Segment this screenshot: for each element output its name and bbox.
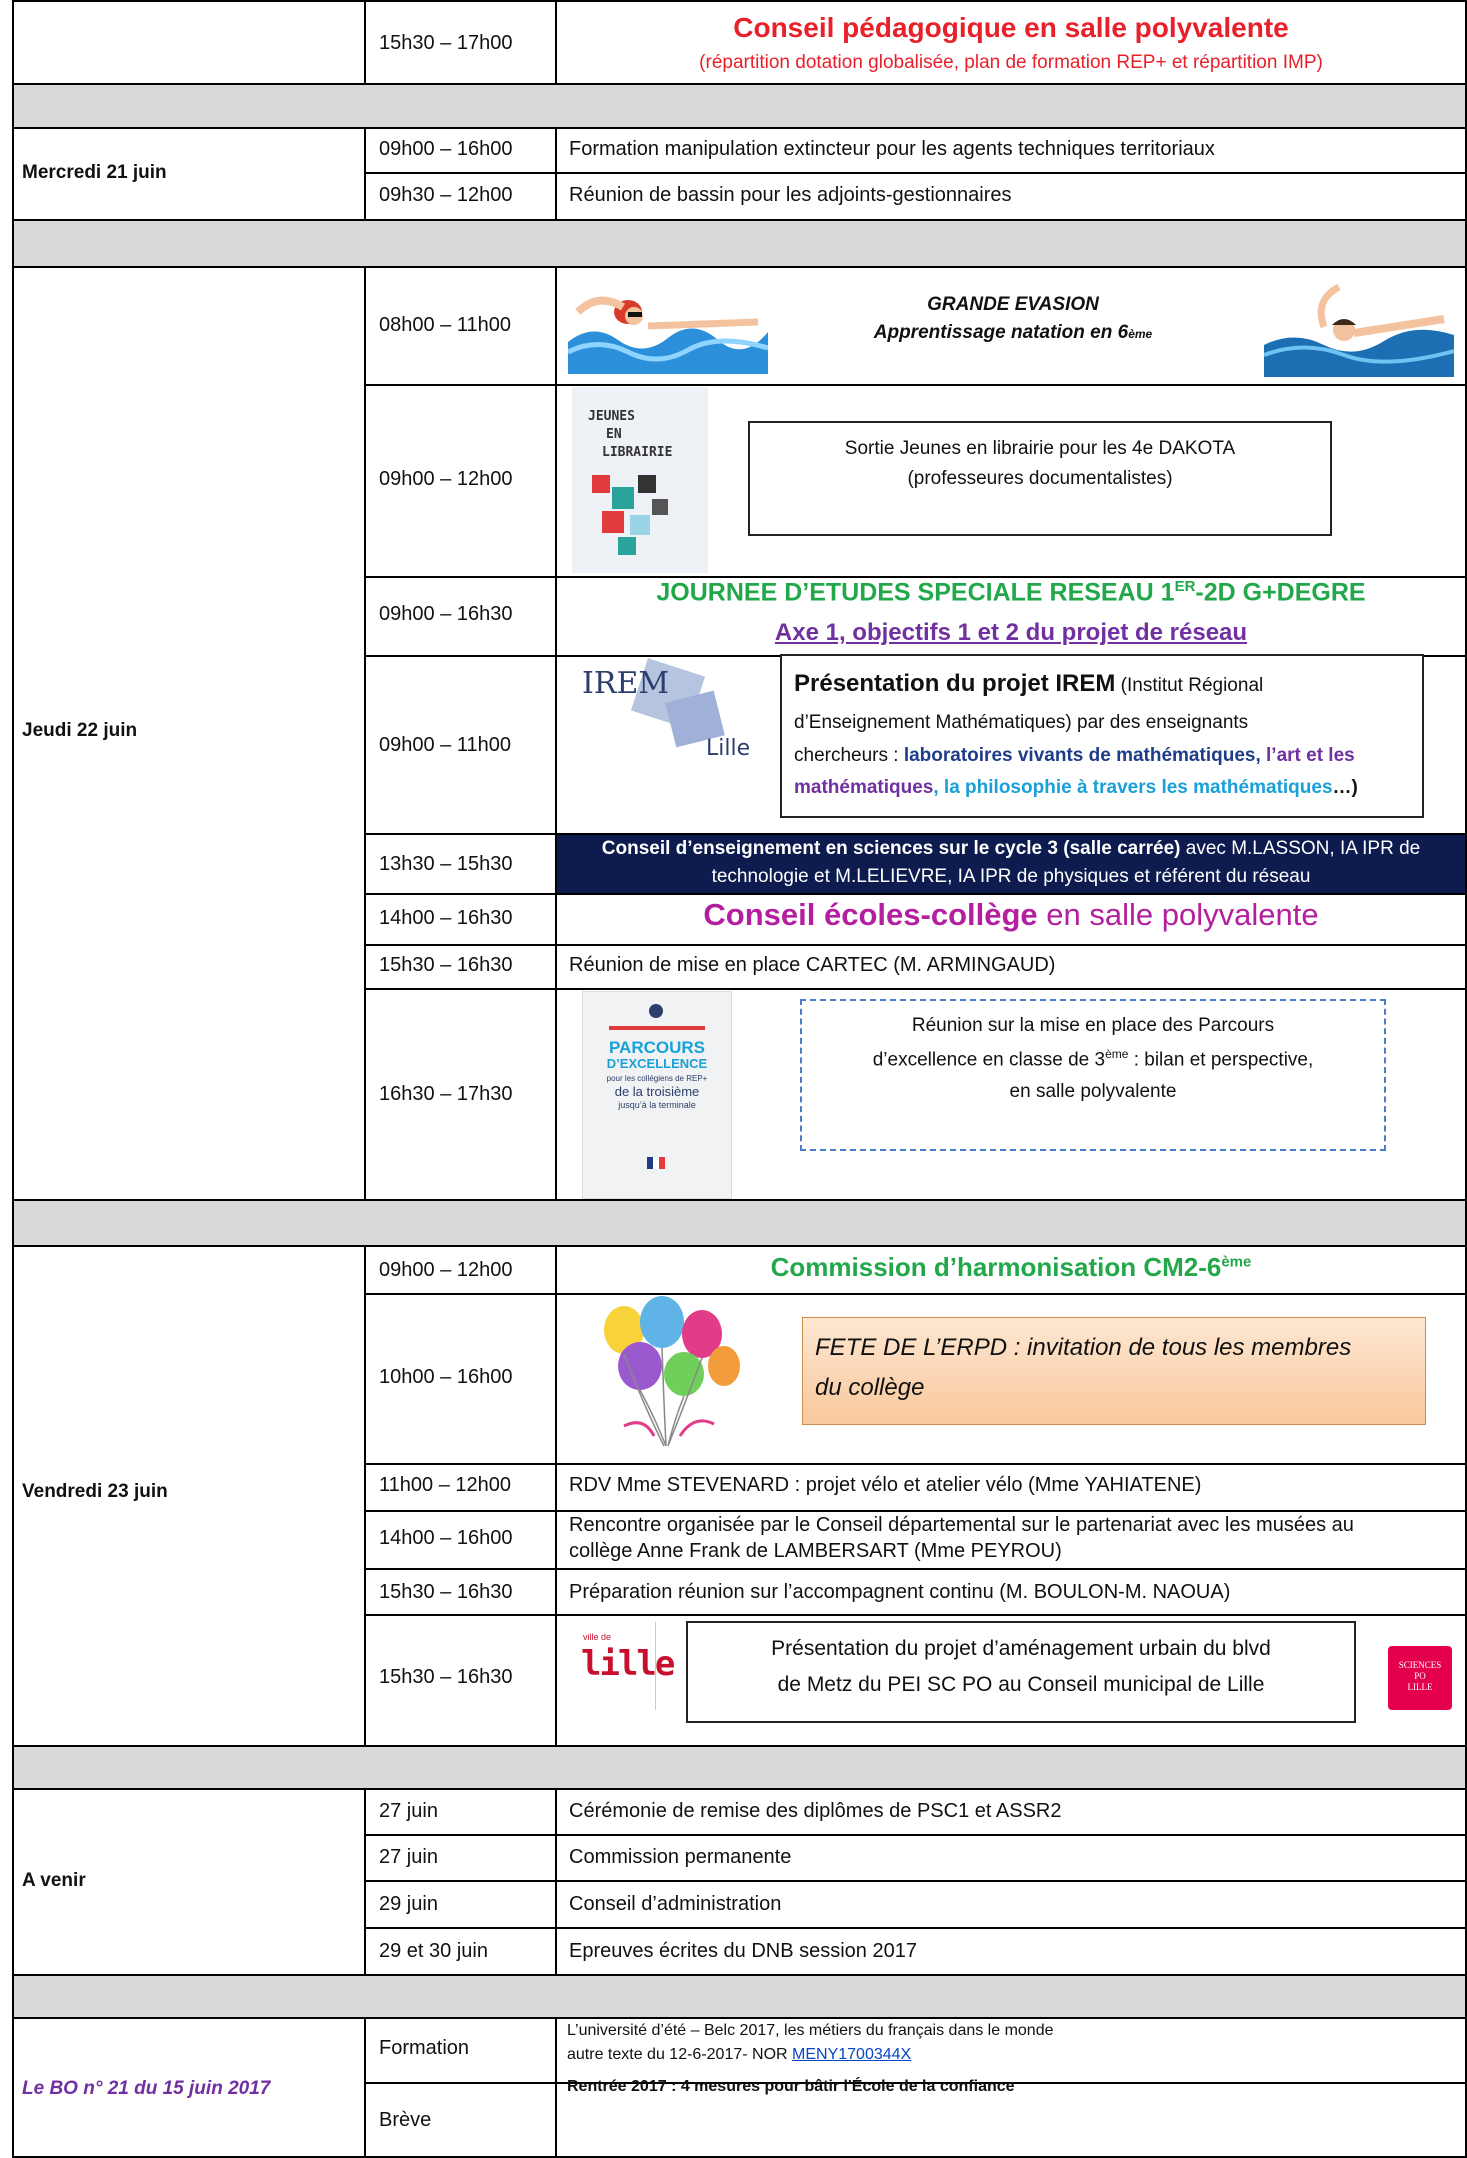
time-cell: 14h00 – 16h00 [379,1527,513,1549]
event-text: Formation manipulation extincteur pour les agents techniques territoriaux [569,138,1215,160]
parcours-line3: en salle polyvalente [1009,1081,1177,1102]
time-cell: 13h30 – 15h30 [379,853,513,875]
irem-line2: d’Enseignement Mathématiques) par des enseignants [794,712,1249,733]
metz-box [686,1621,1356,1723]
time-cell: 15h30 – 16h30 [379,1666,513,1688]
bo-formation-line2 [567,2046,911,2064]
parcours-line1: Réunion sur la mise en place des Parcours [911,1015,1275,1036]
time-cell: 11h00 – 12h00 [379,1474,511,1496]
lille-big: lille [581,1644,674,1684]
librairie-box [748,421,1332,536]
bo-breve-text: Rentrée 2017 : 4 mesures pour bâtir l'École de la confiance [567,2078,1015,2095]
bo-formation-text: autre texte du 12-6-2017- NOR [567,2046,793,2063]
poster-text: JEUNES [588,409,635,424]
cm2-text: Commission d’harmonisation CM2-6 [770,1252,1222,1282]
irem-line4 [794,777,1358,799]
irem-line3 [794,745,1355,767]
schedule-table [12,0,1467,2158]
metz-line1: Présentation du projet d’aménagement urbain du blvd [771,1637,1271,1660]
parcours-excellence-poster [582,991,732,1199]
irem-line3a: chercheurs : [794,745,904,766]
journee-subtitle: Axe 1, objectifs 1 et 2 du projet de réseau [774,619,1248,646]
time-cell: 08h00 – 11h00 [379,314,511,336]
fete-box [802,1317,1426,1425]
swimmer-left-icon [568,282,768,374]
irem-logo [580,660,750,775]
rencontre-line2: collège Anne Frank de LAMBERSART (Mme PEYROU) [569,1540,1062,1562]
poster-subtitle: D’EXCELLENCE [606,1056,708,1071]
irem-rest: (Institut Régional [1115,675,1264,696]
day-label: A venir [22,1870,86,1891]
time-cell: 09h00 – 16h00 [379,138,513,160]
time-cell: 09h00 – 12h00 [379,1259,513,1281]
librairie-line2: (professeures documentalistes) [907,468,1173,489]
journee-title [557,578,1465,607]
event-text: Réunion de bassin pour les adjoints-gestionnaires [569,184,1012,206]
time-cell: 29 juin [379,1893,438,1915]
natation-text: Apprentissage natation en 6 [873,322,1129,343]
irem-line3b: laboratoires vivants de mathématiques, [903,745,1261,766]
separator-band [12,1199,1467,1245]
irem-bold: Présentation du projet IREM [794,670,1116,697]
journee-title-b: -2D G+DEGRE [1195,578,1366,607]
irem-box [780,654,1424,818]
superscript: ème [1105,1047,1129,1061]
jeunes-en-librairie-poster [572,387,708,573]
balloons-icon [584,1296,754,1460]
time-cell: 09h00 – 16h30 [379,603,513,625]
ecoles-bold: Conseil écoles-collège [703,897,1038,932]
sciences-bold: Conseil d’enseignement en sciences sur le cycle 3 (salle carrée) [601,838,1181,859]
bo-label: Le BO n° 21 du 15 juin 2017 [22,2078,271,2099]
poster-line: pour les collégiens de REP+ [606,1074,708,1083]
irem-line3c: l’art et les [1260,745,1355,766]
time-cell: 27 juin [379,1846,438,1868]
irem-logo-top: IREM [582,666,670,701]
time-cell: 15h30 – 16h30 [379,1581,513,1603]
parcours-line2 [802,1047,1384,1071]
cm2-title [557,1252,1465,1283]
sciences-line1 [557,838,1465,860]
time-cell: 16h30 – 17h30 [379,1083,513,1105]
ecoles-rest: en salle polyvalente [1037,897,1319,932]
poster-line: de la troisième [614,1084,700,1099]
nor-link[interactable]: MENY1700344X [792,2046,912,2063]
fete-line1: FETE DE L’ERPD : invitation de tous les membres [815,1334,1352,1361]
day-label: Jeudi 22 juin [22,720,138,741]
swimmer-right-icon [1264,275,1454,377]
event-text: RDV Mme STEVENARD : projet vélo et atelier vélo (Mme YAHIATENE) [569,1474,1202,1496]
parcours-line2a: d’excellence en classe de 3 [872,1049,1106,1071]
logo-text: LILLE [1407,1682,1433,1692]
grande-evasion-title: GRANDE EVASION [927,294,1099,315]
time-cell: 10h00 – 16h00 [379,1366,513,1388]
irem-logo-bottom: Lille [706,736,751,761]
logo-text: SCIENCES [1398,1660,1442,1670]
parcours-box [800,999,1386,1151]
sciences-rest: avec M.LASSON, IA IPR de [1180,838,1421,859]
time-cell: 27 juin [379,1800,438,1822]
poster-text: EN [606,427,622,442]
day-label: Mercredi 21 juin [22,162,167,183]
irem-line4c: …) [1332,777,1358,798]
separator-band [12,1974,1467,2017]
time-cell: 29 et 30 juin [379,1940,488,1962]
separator-band [12,1745,1467,1788]
logo-text: PO [1414,1671,1426,1681]
sciences-line2: technologie et M.LELIEVRE, IA IPR de physiques et référent du réseau [711,866,1311,887]
superscript: ème [1221,1253,1252,1271]
ville-de-lille-logo [577,1622,674,1710]
poster-title: PARCOURS [608,1038,706,1057]
poster-line: jusqu’à la terminale [618,1100,696,1110]
parcours-line2b: : bilan et perspective, [1128,1049,1314,1071]
flag-icon [647,1157,665,1169]
sciences-po-lille-logo [1388,1646,1452,1710]
poster-text: LIBRAIRIE [602,445,673,460]
natation-subtitle [768,322,1258,344]
lille-small: ville de [583,1632,612,1642]
irem-line4a: mathématiques [794,777,934,798]
irem-line1 [794,670,1263,698]
time-cell: 15h30 – 17h00 [379,32,513,54]
metz-line2: de Metz du PEI SC PO au Conseil municipal de Lille [777,1673,1265,1696]
time-cell: 14h00 – 16h30 [379,907,513,929]
superscript: ème [1128,327,1153,341]
bo-category: Brève [379,2109,432,2131]
journee-title-a: JOURNEE D’ETUDES SPECIALE RESEAU 1 [656,578,1175,607]
time-cell: 09h30 – 12h00 [379,184,513,206]
day-label: Vendredi 23 juin [22,1481,168,1502]
time-cell: 15h30 – 16h30 [379,954,513,976]
librairie-line1: Sortie Jeunes en librairie pour les 4e DAKOTA [844,438,1236,459]
event-text: Commission permanente [569,1846,792,1868]
separator-band [12,83,1467,127]
rencontre-line1: Rencontre organisée par le Conseil départemental sur le partenariat avec les musées au [569,1514,1354,1536]
event-text: Conseil d’administration [569,1893,782,1915]
fete-line2: du collège [815,1374,925,1401]
conseil-pedagogique-subtitle: (répartition dotation globalisée, plan de formation REP+ et répartition IMP) [699,52,1323,73]
ecoles-college [557,897,1465,933]
event-text: Cérémonie de remise des diplômes de PSC1 et ASSR2 [569,1800,1062,1822]
time-cell: 09h00 – 12h00 [379,468,513,490]
event-text: Réunion de mise en place CARTEC (M. ARMINGAUD) [569,954,1056,976]
event-text: Préparation réunion sur l’accompagnent continu (M. BOULON-M. NAOUA) [569,1581,1231,1603]
event-text: Epreuves écrites du DNB session 2017 [569,1940,917,1962]
time-cell: 09h00 – 11h00 [379,734,511,756]
bo-category: Formation [379,2037,470,2059]
irem-line4b: , la philosophie à travers les mathématiques [933,777,1333,798]
superscript: ER [1174,578,1196,595]
bo-formation-line1: L’université d’été – Belc 2017, les métiers du français dans le monde [567,2022,1054,2039]
conseil-pedagogique-title: Conseil pédagogique en salle polyvalente [733,12,1289,43]
separator-band [12,219,1467,266]
